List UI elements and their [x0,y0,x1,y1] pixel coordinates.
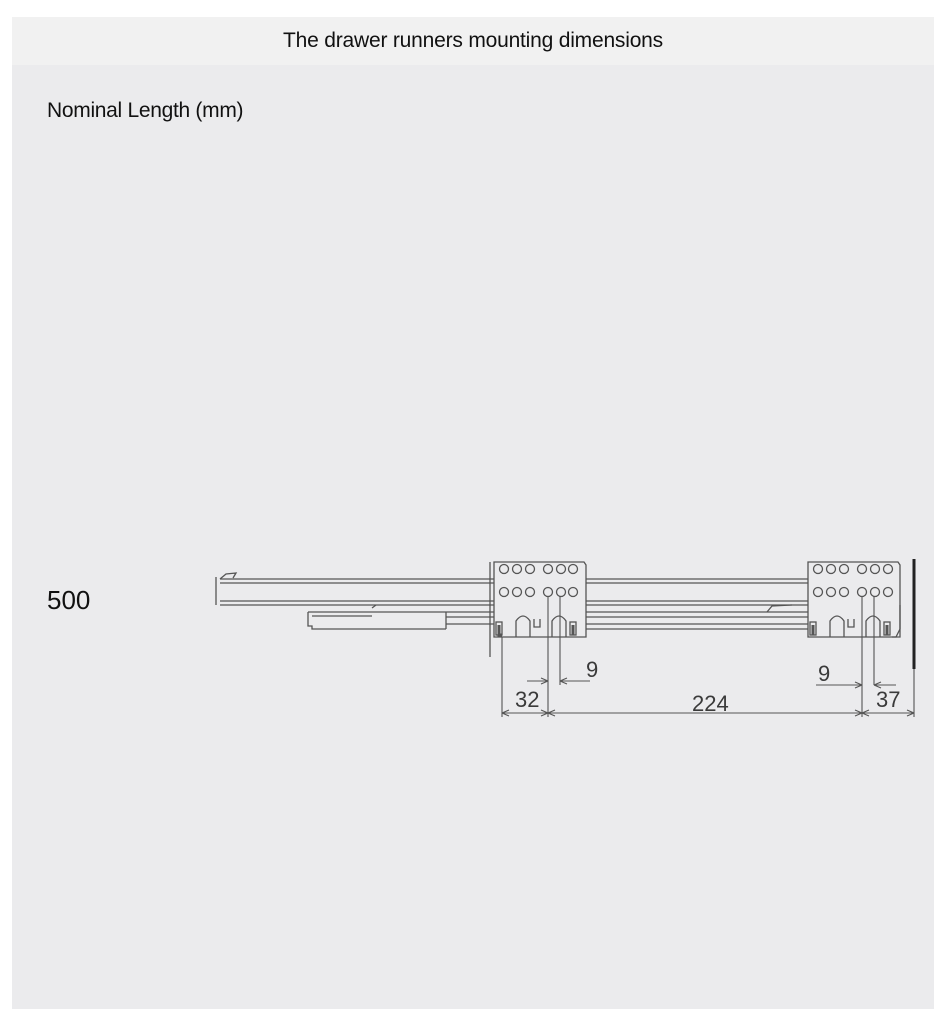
right-mounting-bracket [808,562,900,637]
dimension-9-left: 9 [586,657,599,682]
dimension-9-right: 9 [818,661,831,686]
dimension-224: 224 [692,691,729,716]
dimension-37: 37 [876,687,901,712]
drawer-runner-diagram [12,17,934,1009]
dimension-32: 32 [515,687,540,712]
page-title: The drawer runners mounting dimensions [12,17,934,65]
runner-rails [216,573,900,637]
dimensions-panel [12,17,934,1009]
nominal-length-value: 500 [47,585,91,615]
nominal-length-column-label: Nominal Length (mm) [47,99,244,122]
left-mounting-bracket [490,562,586,657]
